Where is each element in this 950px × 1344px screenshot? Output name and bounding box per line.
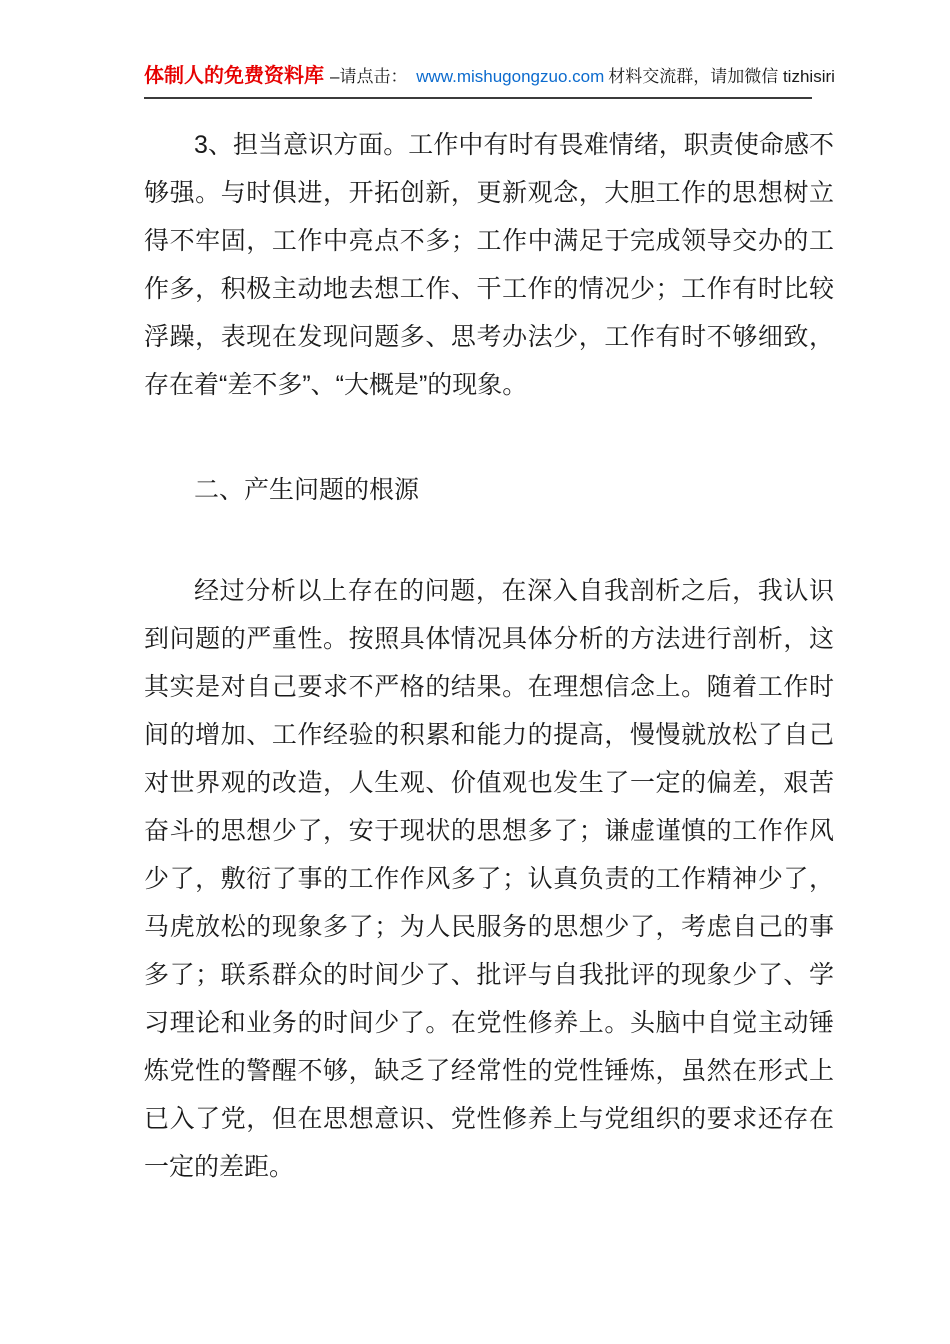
site-brand-text: 体制人的免费资料库 <box>144 65 324 87</box>
promo-header-banner <box>144 62 834 99</box>
paragraph-duty-awareness: 3、担当意识方面。工作中有时有畏难情绪，职责使命感不够强。与时俱进，开拓创新，更新观念，大胆工作的思想树立得不牢固，工作中亮点不多；工作中满足于完成领导交办的工作多，积极主动地去想工作、干工作的情况少；工作有时比较浮躁，表现在发现问题多、思考办法少，工作有时不够细致，存在着“差不多”、“大概是”的现象。 <box>144 131 834 399</box>
paragraph-cause-analysis: 经过分析以上存在的问题，在深入自我剖析之后，我认识到问题的严重性。按照具体情况具体分析的方法进行剖析，这其实是对自己要求不严格的结果。在理想信念上。随着工作时间的增加、工作经验的积累和能力的提高，慢慢就放松了自己对世界观的改造，人生观、价值观也发生了一定的偏差，艰苦奋斗的思想少了，安于现状的思想多了；谦虚谨慎的工作作风少了，敷衍了事的工作作风多了；认真负责的工作精神少了，马虎放松的现象多了；为人民服务的思想少了，考虑自己的事多了；联系群众的时间少了、批评与自我批评的现象少了、学习理论和业务的时间少了。在党性修养上。头脑中自觉主动锤炼党性的警醒不够，缺乏了经常性的党性锤炼，虽然在形式上已入了党，但在思想意识、党性修养上与党组织的要求还存在一定的差距。 <box>144 577 834 1181</box>
document-body <box>144 121 834 1191</box>
promo-header-line <box>144 62 834 91</box>
click-prompt-text: –请点击： <box>330 67 408 86</box>
site-url-link[interactable]: www.mishugongzuo.com <box>416 67 605 86</box>
header-divider-rule <box>144 97 812 99</box>
heading-problem-root-causes: 二、产生问题的根源 <box>194 476 420 504</box>
contact-info-text: 材料交流群，请加微信 tizhisiri <box>608 67 835 86</box>
